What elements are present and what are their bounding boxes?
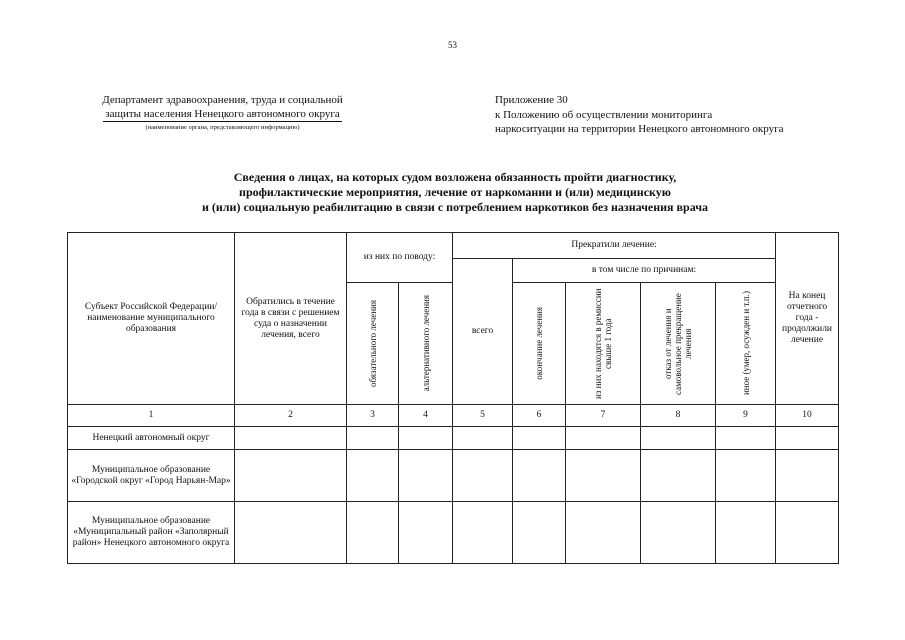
header-other: иное (умер, осужден и т.п.) [740, 291, 751, 396]
data-cell[interactable] [776, 450, 839, 502]
annex-line3: наркоситуации на территории Ненецкого автономного округа [495, 123, 784, 135]
header-subject: Субъект Российской Федерации/ наименование муниципального образования [68, 233, 235, 405]
header-other-cell [716, 283, 776, 405]
header-remission: из них находятся в ремиссии свыше 1 года [593, 288, 614, 399]
data-cell[interactable] [716, 450, 776, 502]
row-name: Ненецкий автономный округ [68, 427, 235, 450]
row-name: Муниципальное образование «Городской округ «Город Нарьян-Мар» [68, 450, 235, 502]
data-cell[interactable] [235, 450, 347, 502]
column-number: 2 [235, 405, 347, 427]
header-mandatory: обязательного лечения [367, 300, 378, 387]
data-cell[interactable] [399, 502, 453, 564]
data-cell[interactable] [235, 502, 347, 564]
data-cell[interactable] [399, 450, 453, 502]
title-line2: профилактические мероприятия, лечение от наркомании и (или) медицинскую [239, 185, 671, 199]
data-cell[interactable] [776, 502, 839, 564]
column-number: 4 [399, 405, 453, 427]
header-refusal: отказ от лечения и самовольное прекращение лечения [663, 292, 694, 395]
column-number: 9 [716, 405, 776, 427]
annex-block [495, 93, 875, 137]
data-cell[interactable] [641, 427, 716, 450]
column-number: 10 [776, 405, 839, 427]
title-line3: и (или) социальную реабилитацию в связи с потреблением наркотиков без назначения врача [201, 200, 708, 214]
header-total: всего [453, 259, 513, 405]
column-number: 1 [68, 405, 235, 427]
report-table [67, 232, 839, 564]
data-cell[interactable] [641, 450, 716, 502]
department-line1: Департамент здравоохранения, труда и социальной [102, 94, 343, 106]
data-cell[interactable] [566, 427, 641, 450]
data-cell[interactable] [641, 502, 716, 564]
data-cell[interactable] [453, 450, 513, 502]
header-alternative-cell [399, 283, 453, 405]
data-cell[interactable] [347, 502, 399, 564]
column-number: 7 [566, 405, 641, 427]
data-cell[interactable] [513, 450, 566, 502]
department-block [60, 93, 385, 132]
header-completion-cell [513, 283, 566, 405]
data-cell[interactable] [566, 502, 641, 564]
header-stopped: Прекратили лечение: [453, 233, 776, 259]
data-cell[interactable] [566, 450, 641, 502]
data-cell[interactable] [347, 450, 399, 502]
title-line1: Сведения о лицах, на которых судом возложена обязанность пройти диагностику, [233, 170, 677, 184]
department-line2: защиты населения Ненецкого автономного округа [105, 108, 340, 120]
header-applied: Обратились в течение года в связи с решением суда о назначении лечения, всего [235, 233, 347, 405]
data-cell[interactable] [716, 427, 776, 450]
table-row [68, 450, 839, 502]
data-cell[interactable] [235, 427, 347, 450]
data-cell[interactable] [716, 502, 776, 564]
column-number: 6 [513, 405, 566, 427]
document-title [80, 170, 830, 215]
data-cell[interactable] [347, 427, 399, 450]
data-cell[interactable] [453, 427, 513, 450]
header-end-of-year: На конец отчетного года - продолжили лечение [776, 233, 839, 405]
table-row [68, 502, 839, 564]
annex-line1: Приложение 30 [495, 94, 568, 106]
column-number: 8 [641, 405, 716, 427]
data-cell[interactable] [776, 427, 839, 450]
header-incl-reasons: в том числе по причинам: [513, 259, 776, 283]
header-mandatory-cell [347, 283, 399, 405]
header-alternative: альтернативного лечения [420, 295, 431, 392]
department-caption: (наименование органа, представляющего информацию) [145, 124, 300, 131]
annex-line2: к Положению об осуществлении мониторинга [495, 108, 713, 121]
header-of-them-reason: из них по поводу: [347, 233, 453, 283]
column-number: 5 [453, 405, 513, 427]
data-cell[interactable] [513, 427, 566, 450]
page-number: 53 [448, 40, 457, 50]
header-remission-cell [566, 283, 641, 405]
row-name: Муниципальное образование «Муниципальный район «Заполярный район» Ненецкого автономного округа [68, 502, 235, 564]
table-row [68, 427, 839, 450]
data-cell[interactable] [453, 502, 513, 564]
data-cell[interactable] [513, 502, 566, 564]
header-completion: окончание лечения [534, 307, 545, 380]
column-number: 3 [347, 405, 399, 427]
header-refusal-cell [641, 283, 716, 405]
data-cell[interactable] [399, 427, 453, 450]
